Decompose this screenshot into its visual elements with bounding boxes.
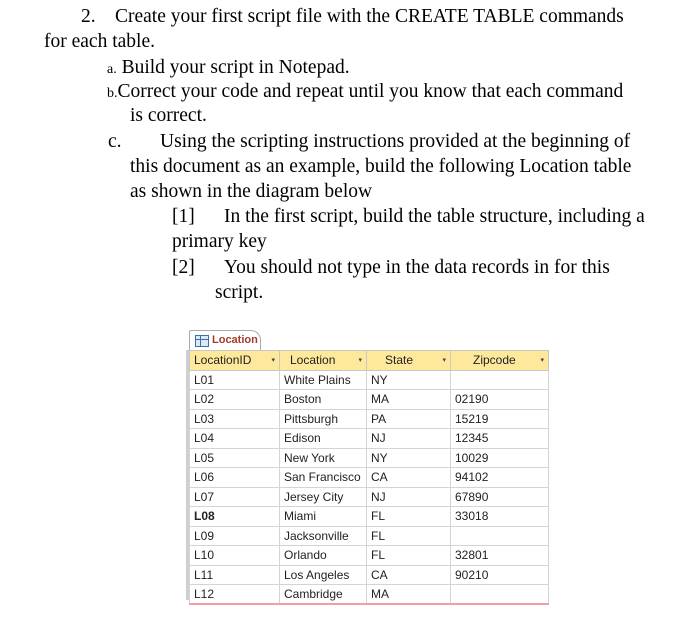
item-2-number: 2. bbox=[81, 6, 96, 27]
item-b-text: Correct your code and repeat until you know that each command bbox=[117, 81, 624, 102]
cell-location[interactable]: Los Angeles bbox=[280, 565, 367, 585]
table-row[interactable] bbox=[190, 468, 549, 488]
table-row[interactable] bbox=[190, 487, 549, 507]
item-2-line-2: for each table. bbox=[44, 31, 155, 52]
cell-zipcode[interactable]: 12345 bbox=[451, 429, 549, 449]
column-header-label: Location bbox=[290, 353, 336, 368]
cell-locationid[interactable]: L11 bbox=[190, 565, 280, 585]
item-2-text: Create your first script file with the CREATE TABLE commands bbox=[115, 6, 624, 27]
cell-locationid[interactable]: L09 bbox=[190, 526, 280, 546]
cell-state[interactable]: CA bbox=[367, 565, 451, 585]
cell-locationid[interactable]: L03 bbox=[190, 409, 280, 429]
cell-locationid[interactable]: L08 bbox=[190, 507, 280, 527]
cell-state[interactable]: PA bbox=[367, 409, 451, 429]
cell-zipcode[interactable]: 02190 bbox=[451, 390, 549, 410]
item-c-line-3: as shown in the diagram below bbox=[130, 181, 373, 202]
item-b-line-1 bbox=[107, 80, 623, 106]
cell-state[interactable]: FL bbox=[367, 526, 451, 546]
cell-zipcode[interactable]: 32801 bbox=[451, 546, 549, 566]
dropdown-arrow-icon[interactable]: ▾ bbox=[358, 357, 362, 365]
cell-state[interactable]: NJ bbox=[367, 487, 451, 507]
table-row[interactable] bbox=[190, 429, 549, 449]
cell-zipcode[interactable] bbox=[451, 585, 549, 605]
cell-state[interactable]: FL bbox=[367, 546, 451, 566]
cell-zipcode[interactable]: 10029 bbox=[451, 448, 549, 468]
table-row[interactable] bbox=[190, 585, 549, 605]
column-header-zipcode[interactable] bbox=[451, 351, 549, 371]
subitem-2-text: You should not type in the data records in for this bbox=[224, 257, 610, 278]
table-row[interactable] bbox=[190, 507, 549, 527]
cell-state[interactable]: MA bbox=[367, 585, 451, 605]
table-icon bbox=[195, 335, 209, 347]
column-header-location[interactable] bbox=[280, 351, 367, 371]
table-row[interactable] bbox=[190, 390, 549, 410]
cell-location[interactable]: Jacksonville bbox=[280, 526, 367, 546]
cell-state[interactable]: CA bbox=[367, 468, 451, 488]
cell-locationid[interactable]: L06 bbox=[190, 468, 280, 488]
cell-state[interactable]: FL bbox=[367, 507, 451, 527]
location-table-screenshot bbox=[186, 328, 548, 602]
dropdown-arrow-icon[interactable]: ▾ bbox=[442, 357, 446, 365]
cell-zipcode[interactable]: 67890 bbox=[451, 487, 549, 507]
subitem-2-line-1 bbox=[172, 256, 610, 280]
cell-locationid[interactable]: L02 bbox=[190, 390, 280, 410]
cell-locationid[interactable]: L05 bbox=[190, 448, 280, 468]
cell-location[interactable]: Orlando bbox=[280, 546, 367, 566]
table-row[interactable] bbox=[190, 546, 549, 566]
item-b-line-2: is correct. bbox=[130, 105, 207, 126]
cell-state[interactable]: NY bbox=[367, 370, 451, 390]
cell-location[interactable]: Pittsburgh bbox=[280, 409, 367, 429]
item-a-marker: a. bbox=[107, 62, 117, 77]
table-row[interactable] bbox=[190, 448, 549, 468]
cell-locationid[interactable]: L04 bbox=[190, 429, 280, 449]
cell-zipcode[interactable]: 15219 bbox=[451, 409, 549, 429]
item-c-marker: c. bbox=[108, 131, 122, 152]
header-row bbox=[190, 351, 549, 371]
subitem-2-line-2: script. bbox=[215, 282, 264, 303]
cell-location[interactable]: Boston bbox=[280, 390, 367, 410]
column-header-state[interactable] bbox=[367, 351, 451, 371]
cell-location[interactable]: White Plains bbox=[280, 370, 367, 390]
cell-location[interactable]: Edison bbox=[280, 429, 367, 449]
cell-zipcode[interactable]: 90210 bbox=[451, 565, 549, 585]
cell-location[interactable]: San Francisco bbox=[280, 468, 367, 488]
item-a-text: Build your script in Notepad. bbox=[121, 57, 350, 78]
item-c-line-1 bbox=[108, 130, 630, 154]
cell-location[interactable]: Jersey City bbox=[280, 487, 367, 507]
dropdown-arrow-icon[interactable]: ▾ bbox=[271, 357, 275, 365]
item-c-line-2: this document as an example, build the following Location table bbox=[130, 156, 632, 177]
cell-location[interactable]: Miami bbox=[280, 507, 367, 527]
tab-label: Location bbox=[212, 334, 258, 346]
subitem-1-line-1 bbox=[172, 205, 645, 229]
cell-location[interactable]: New York bbox=[280, 448, 367, 468]
subitem-2-marker: [2] bbox=[172, 257, 195, 278]
subitem-1-text: In the first script, build the table structure, including a bbox=[224, 206, 645, 227]
item-a bbox=[107, 56, 350, 82]
column-header-locationid[interactable] bbox=[190, 351, 280, 371]
dropdown-arrow-icon[interactable]: ▾ bbox=[540, 357, 544, 365]
cell-zipcode[interactable] bbox=[451, 370, 549, 390]
cell-location[interactable]: Cambridge bbox=[280, 585, 367, 605]
tab-location[interactable] bbox=[189, 330, 261, 351]
table-row[interactable] bbox=[190, 565, 549, 585]
column-header-label: Zipcode bbox=[473, 353, 516, 368]
column-header-label: State bbox=[385, 353, 414, 368]
subitem-1-marker: [1] bbox=[172, 206, 195, 227]
cell-state[interactable]: MA bbox=[367, 390, 451, 410]
location-datasheet bbox=[189, 350, 549, 605]
subitem-1-line-2: primary key bbox=[172, 231, 267, 252]
cell-locationid[interactable]: L10 bbox=[190, 546, 280, 566]
cell-locationid[interactable]: L07 bbox=[190, 487, 280, 507]
cell-locationid[interactable]: L12 bbox=[190, 585, 280, 605]
cell-zipcode[interactable]: 94102 bbox=[451, 468, 549, 488]
cell-zipcode[interactable] bbox=[451, 526, 549, 546]
cell-state[interactable]: NJ bbox=[367, 429, 451, 449]
table-row[interactable] bbox=[190, 409, 549, 429]
item-c-text: Using the scripting instructions provided at the beginning of bbox=[160, 131, 631, 152]
item-2-line-1 bbox=[81, 5, 624, 29]
cell-zipcode[interactable]: 33018 bbox=[451, 507, 549, 527]
item-b-marker: b. bbox=[107, 86, 118, 101]
cell-state[interactable]: NY bbox=[367, 448, 451, 468]
cell-locationid[interactable]: L01 bbox=[190, 370, 280, 390]
table-row[interactable] bbox=[190, 370, 549, 390]
table-row[interactable] bbox=[190, 526, 549, 546]
column-header-label: LocationID bbox=[194, 353, 252, 368]
